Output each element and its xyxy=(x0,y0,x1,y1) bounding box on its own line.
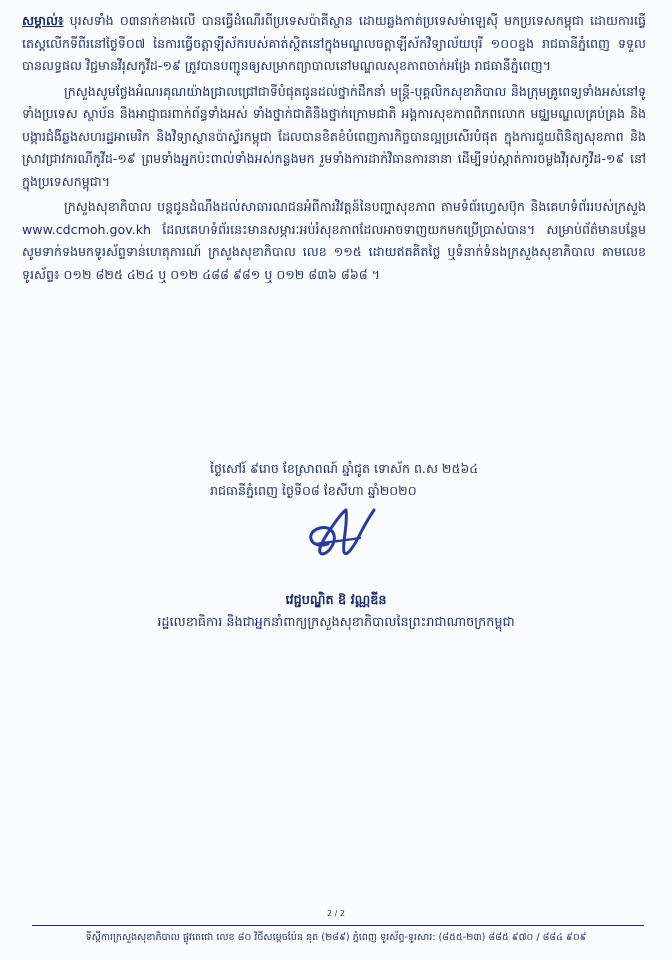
thanks-paragraph: ក្រសួងសូមថ្លែងអំណរគុណយ៉ាងជ្រាលជ្រៅជាទីបំផុតជូនដល់ថ្នាក់ដឹកនាំ មន្ត្រី-បុគ្គលិកសុខាភិបាល និងក្រុមគ្រូពេទ្យទាំងអស់នៅទូទាំងប្រទេស ស្ថាប័ន និងអាជ្ញាធរពាក់ព័ន្ធទាំងអស់ ទាំងថ្នាក់ជាតិនិងថ្នាក់ក្រោមជាតិ អង្គការសុខភាពពិភពលោក មជ្ឈមណ្ឌលគ្រប់គ្រង និងបង្ការជំងឺឆ្លងសហរដ្ឋអាមេរិក និងវិទ្យាស្ថានប៉ាស្ទ័រកម្ពុជា ដែលបានខិតខំបំពេញភារកិច្ចបានល្អប្រសើរបំផុត ក្នុងការជួយពិនិត្យសុខភាព និងស្រាវជ្រាវករណីកូវីដ-១៩ ព្រមទាំងអ្នកប៉ះពាល់ទាំងអស់កន្លងមក រួមទាំងការដាក់វិធានការនានា ដើម្បីទប់ស្កាត់ការចម្លងវីរុសកូវីដ-១៩ នៅក្នុងប្រទេសកម្ពុជា។ xyxy=(22,83,646,189)
signature-image xyxy=(298,502,388,568)
dateline xyxy=(210,458,478,502)
page-number: 2 / 2 xyxy=(327,909,345,918)
solar-date: រាជធានីភ្នំពេញ ថ្ងៃទី០៨ ខែសីហា ឆ្នាំ២០២០ xyxy=(210,483,417,498)
footer-divider xyxy=(32,925,644,926)
letter-body xyxy=(22,10,646,289)
signer-name: វេជ្ជបណ្ឌិត ឱ វណ្ណឌីន xyxy=(285,593,387,608)
lunar-date: ថ្ងៃសៅរ៍ ៩រោច ខែស្រាពណ៍ ឆ្នាំជូត ទោស័ក ព.ស ២៥៦៤ xyxy=(210,461,479,476)
contact-paragraph: ក្រសួងសុខាភិបាល បន្តជូនដំណឹងដល់សាធារណជនអំពីការវិវត្តន៍នៃបញ្ហាសុខភាព តាមទំព័រហ្វេសប៊ុក និងគេហទំព័ររបស់ក្រសួង www.cdcmoh.gov.kh ដែលគេហទំព័រនេះមានសម្ភារៈអប់រំសុខភាពដែលអាចទាញយកមកប្រើប្រាស់បាន។ សម្រាប់ព័ត៌មានបន្ថែម សូមទាក់ទងមកទូរស័ព្ទទាន់ហេតុការណ៍ ក្រសួងសុខាភិបាល លេខ ១១៥ ដោយឥតគិតថ្លៃ ឬទំនាក់ទំនងក្រសួងសុខាភិបាល តាមលេខទូរស័ព្ទ៖ ០១២ ៨២៥ ៤២៤ ឬ ០១២ ៤៨៨ ៩៨១ ឬ ០១២ ៨៣៦ ៨៦៨ ។ xyxy=(22,199,646,282)
note-label: សម្គាល់៖ xyxy=(22,13,64,28)
note-text: បុរសទាំង ០៣នាក់ខាងលើ បានធ្វើដំណើរពីប្រទេសប៉ាគីស្ថាន ដោយឆ្លងកាត់ប្រទេសម៉ាឡេស៊ី មកប្រទេសកម្ពុជា ដោយការធ្វើតេស្តលើកទីពីរនៅថ្ងៃទី០៧ នៃការធ្វើចត្តាឡីស័ករបស់គាត់ស្ថិតនៅក្នុងមណ្ឌលចត្តាឡីស័កវិទ្យាល័យបុរី ១០០ខ្នង រាជធានីភ្នំពេញ ទទួលបានលទ្ធផល វិជ្ជមានវីរុសកូវីដ-១៩ ត្រូវបានបញ្ជូនឲ្យសម្រាកព្យាបាលនៅមណ្ឌលសុខភាពចាក់អង្រែ រាជធានីភ្នំពេញ។ xyxy=(22,13,646,73)
note-paragraph xyxy=(22,10,646,78)
footer-address: ទីស្តីការក្រសួងសុខាភិបាល ផ្លូវតេជោ លេខ ៨០ វិថីសម្តេចប៉ែន នុត (២៨៩) ភ្នំពេញ ទូរស័ព្ទ-ទូរសារ: (៨៥៥-២៣) ៨៨៥ ៩៧០ / ៨៨៤ ៩០៩ xyxy=(85,932,587,943)
signer-title: រដ្ឋលេខាធិការ និងជាអ្នកនាំពាក្យក្រសួងសុខាភិបាលនៃព្រះរាជាណាចក្រកម្ពុជា xyxy=(157,615,515,630)
signer-block xyxy=(0,590,672,634)
